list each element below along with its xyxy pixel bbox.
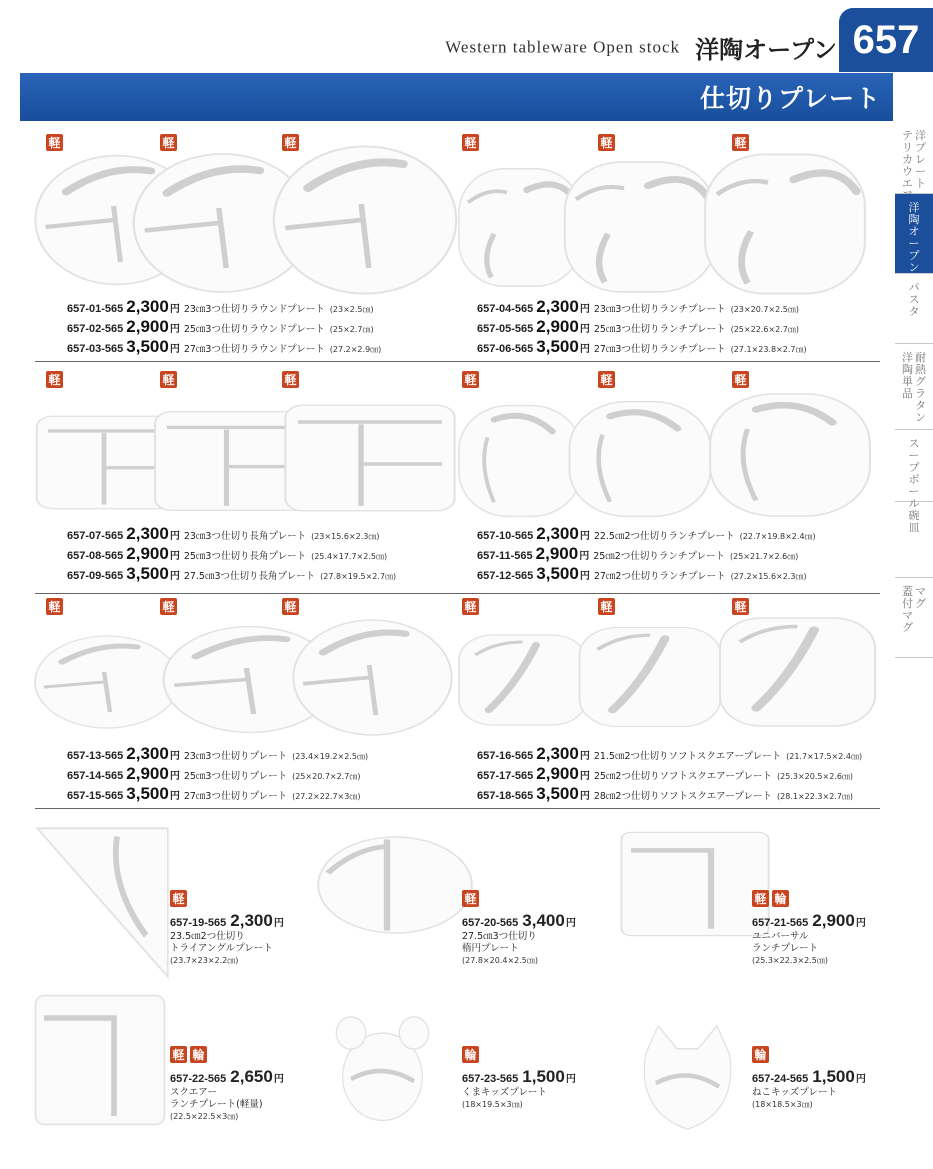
product-dimensions: (27.2×15.6×2.3㎝)	[730, 572, 807, 581]
product-code: 657-08-565	[67, 550, 124, 562]
plate-photo	[455, 630, 590, 730]
yen-sign: 円	[565, 1074, 576, 1085]
product-name: 21.5㎝2つ仕切りソフトスクエアープレート	[593, 751, 782, 762]
side-tab-label: 耐 熱 グ ラ タ ン	[915, 351, 926, 424]
product-name: くまキッズプレート	[462, 1087, 547, 1098]
price-row	[477, 564, 807, 584]
product-code: 657-22-565	[170, 1073, 227, 1085]
lightweight-badge: 軽	[282, 371, 299, 388]
product-dimensions: (23×15.6×2.3㎝)	[311, 532, 380, 541]
yen-sign: 円	[579, 751, 590, 762]
plate-photo	[280, 398, 460, 518]
plate-photo	[705, 390, 875, 520]
product-code: 657-10-565	[477, 530, 534, 542]
product-dimensions: (27.2×22.7×3㎝)	[292, 792, 361, 801]
lightweight-badge: 軽	[170, 1046, 187, 1063]
yen-sign: 円	[579, 304, 590, 315]
price-row	[477, 764, 853, 784]
price: 3,500	[126, 564, 169, 583]
price-row	[67, 317, 374, 337]
yen-sign: 円	[565, 918, 576, 929]
product-code: 657-05-565	[477, 323, 534, 335]
product-dimensions: (23.4×19.2×2.5㎝)	[292, 752, 369, 761]
side-tab-label: パ ス タ	[908, 281, 920, 318]
yen-sign: 円	[579, 531, 590, 542]
price: 2,300	[126, 524, 169, 543]
product-dimensions: (21.7×17.5×2.4㎝)	[786, 752, 863, 761]
price-row	[67, 784, 360, 804]
section-title: 仕切りプレート	[699, 84, 881, 113]
product-code: 657-12-565	[477, 570, 534, 582]
price-row	[67, 764, 360, 784]
product-name: ねこキッズプレート	[752, 1087, 837, 1098]
side-tab-label: テ リ カ ウ エ	[902, 129, 913, 190]
product-name: 23㎝3つ仕切り長角プレート	[183, 531, 307, 542]
plate-photo-universal	[615, 828, 775, 940]
ring-badge: 輪	[190, 1046, 207, 1063]
product-dimensions: (27.8×20.4×2.5㎝)	[462, 956, 538, 965]
yen-sign: 円	[273, 918, 284, 929]
price-row	[67, 524, 379, 544]
price-row	[477, 744, 862, 764]
plate-photo-cat	[635, 1020, 740, 1135]
product-name: 27㎝3つ仕切りラウンドプレート	[183, 344, 325, 355]
product-code: 657-19-565	[170, 917, 227, 929]
product-name: 25㎝2つ仕切りソフトスクエアープレート	[593, 771, 773, 782]
plate-photo-oval	[315, 825, 475, 945]
product-code: 657-21-565	[752, 917, 809, 929]
side-tab-3[interactable]	[895, 274, 933, 344]
yen-sign: 円	[579, 791, 590, 802]
product-name: 28㎝2つ仕切りソフトスクエアープレート	[593, 791, 773, 802]
side-tab-6[interactable]	[895, 502, 933, 578]
price: 2,300	[126, 744, 169, 763]
price: 3,500	[126, 337, 169, 356]
product-dimensions: (28.1×22.3×2.7㎝)	[777, 792, 854, 801]
product-dimensions: (27.1×23.8×2.7㎝)	[730, 345, 807, 354]
product-code: 657-04-565	[477, 303, 534, 315]
product-dimensions: (23×20.7×2.5㎝)	[730, 305, 799, 314]
lightweight-badge: 軽	[732, 371, 749, 388]
lightweight-badge: 軽	[160, 371, 177, 388]
side-tab-label: 洋 プ レ ー ト	[915, 129, 926, 190]
product-code: 657-02-565	[67, 323, 124, 335]
price: 2,900	[126, 764, 169, 783]
product-code: 657-17-565	[477, 770, 534, 782]
lightweight-badge: 軽	[160, 598, 177, 615]
price: 3,500	[536, 564, 579, 583]
product-name: 25㎝2つ仕切りランチプレート	[593, 551, 725, 562]
product-code: 657-23-565	[462, 1073, 519, 1085]
product-name: 22.5㎝2つ仕切りランチプレート	[593, 531, 735, 542]
lightweight-badge: 軽	[732, 134, 749, 151]
price-row	[67, 544, 387, 564]
price: 2,300	[536, 524, 579, 543]
lightweight-badge: 軽	[462, 371, 479, 388]
lightweight-badge: 軽	[46, 134, 63, 151]
side-tab-label: 洋 陶 単 品	[902, 351, 913, 400]
divider	[35, 593, 880, 594]
single-product	[462, 890, 576, 966]
price: 2,900	[812, 911, 855, 930]
plate-photo	[565, 398, 715, 520]
product-name: 27.5㎝3つ仕切り長角プレート	[183, 571, 316, 582]
price-row	[477, 297, 799, 317]
lightweight-badge: 軽	[598, 134, 615, 151]
lightweight-badge: 軽	[282, 598, 299, 615]
product-dimensions: (23.7×23×2.2㎝)	[170, 956, 239, 965]
price: 3,500	[536, 784, 579, 803]
divider	[35, 361, 880, 362]
price-row	[477, 317, 799, 337]
single-product	[752, 1046, 866, 1110]
yen-sign: 円	[169, 324, 180, 335]
section-title-band	[20, 73, 893, 121]
product-code: 657-06-565	[477, 343, 534, 355]
product-code: 657-14-565	[67, 770, 124, 782]
price: 2,300	[126, 297, 169, 316]
single-product	[462, 1046, 576, 1110]
yen-sign: 円	[855, 918, 866, 929]
product-name: 23㎝3つ仕切りプレート	[183, 751, 288, 762]
product-code: 657-03-565	[67, 343, 124, 355]
yen-sign: 円	[169, 751, 180, 762]
lightweight-badge: 軽	[462, 598, 479, 615]
product-name: 25㎝3つ仕切りランチプレート	[593, 324, 726, 335]
product-name: トライアングルプレート	[170, 943, 273, 954]
product-name: 楕円プレート	[462, 943, 519, 954]
plate-photo	[560, 158, 720, 296]
page-number: 657	[839, 8, 933, 72]
product-name: 27㎝3つ仕切りランチプレート	[593, 344, 726, 355]
product-code: 657-16-565	[477, 750, 534, 762]
lightweight-badge: 軽	[282, 134, 299, 151]
yen-sign: 円	[169, 571, 180, 582]
yen-sign: 円	[855, 1074, 866, 1085]
product-name: 27.5㎝3つ仕切り	[462, 931, 537, 942]
product-dimensions: (23×2.5㎝)	[329, 305, 374, 314]
plate-photo	[270, 140, 460, 300]
price: 2,900	[536, 764, 579, 783]
product-dimensions: (25×20.7×2.7㎝)	[292, 772, 361, 781]
product-name: 25㎝3つ仕切り長角プレート	[183, 551, 307, 562]
lightweight-badge: 軽	[46, 598, 63, 615]
price: 2,900	[126, 317, 169, 336]
lightweight-badge: 軽	[160, 134, 177, 151]
price: 2,300	[536, 297, 579, 316]
product-dimensions: (25.3×22.3×2.5㎝)	[752, 956, 828, 965]
ring-badge: 輪	[752, 1046, 769, 1063]
product-dimensions: (22.5×22.5×3㎝)	[170, 1112, 239, 1121]
side-tab-2[interactable]	[895, 194, 933, 274]
price: 2,900	[126, 544, 169, 563]
yen-sign: 円	[169, 531, 180, 542]
price: 1,500	[812, 1067, 855, 1086]
side-tab-5[interactable]	[895, 430, 933, 510]
side-tab-4[interactable]	[895, 344, 933, 430]
plate-photo	[715, 612, 880, 732]
product-name: スクエアー	[170, 1087, 218, 1098]
lightweight-badge: 軽	[732, 598, 749, 615]
yen-sign: 円	[579, 344, 590, 355]
product-code: 657-07-565	[67, 530, 124, 542]
product-dimensions: (27.2×2.9㎝)	[329, 345, 382, 354]
price-row	[477, 524, 816, 544]
lightweight-badge: 軽	[462, 890, 479, 907]
price: 2,650	[230, 1067, 273, 1086]
ring-badge: 輪	[462, 1046, 479, 1063]
price-row	[67, 564, 396, 584]
divider	[35, 808, 880, 809]
header-japanese: 洋陶オープン	[695, 35, 837, 64]
single-product	[170, 1046, 284, 1122]
yen-sign: 円	[169, 771, 180, 782]
product-dimensions: (18×18.5×3㎝)	[752, 1100, 813, 1109]
product-name: 25㎝3つ仕切りラウンドプレート	[183, 324, 325, 335]
product-name: ランチプレート	[752, 943, 819, 954]
price-row	[67, 744, 368, 764]
price: 3,500	[126, 784, 169, 803]
product-name: ユニバーサル	[752, 931, 809, 942]
product-code: 657-11-565	[477, 550, 533, 562]
product-code: 657-09-565	[67, 570, 124, 582]
product-code: 657-20-565	[462, 917, 519, 929]
product-dimensions: (18×19.5×3㎝)	[462, 1100, 523, 1109]
lightweight-badge: 軽	[170, 890, 187, 907]
product-code: 657-01-565	[67, 303, 124, 315]
product-dimensions: (25.4×17.7×2.5㎝)	[311, 552, 388, 561]
plate-photo	[700, 150, 870, 298]
product-code: 657-24-565	[752, 1073, 809, 1085]
lightweight-badge: 軽	[752, 890, 769, 907]
product-dimensions: (25×2.7㎝)	[329, 325, 374, 334]
product-code: 657-13-565	[67, 750, 124, 762]
header-english: Western tableware Open stock	[445, 37, 681, 57]
lightweight-badge: 軽	[462, 134, 479, 151]
product-name: 27㎝3つ仕切りプレート	[183, 791, 288, 802]
plate-photo	[290, 615, 455, 740]
yen-sign: 円	[579, 771, 590, 782]
product-dimensions: (25.3×20.5×2.6㎝)	[777, 772, 854, 781]
side-tab-label: 碗 皿	[908, 509, 920, 534]
product-code: 657-18-565	[477, 790, 534, 802]
price: 1,500	[522, 1067, 565, 1086]
product-code: 657-15-565	[67, 790, 124, 802]
side-tab-label: ス ー プ ボ ー ル	[908, 437, 920, 510]
single-product	[170, 890, 284, 966]
yen-sign: 円	[579, 324, 590, 335]
plate-photo	[575, 622, 725, 732]
price-row	[67, 337, 381, 357]
product-name: 23㎝3つ仕切りランチプレート	[593, 304, 726, 315]
price-row	[67, 297, 374, 317]
product-name: 27㎝2つ仕切りランチプレート	[593, 571, 726, 582]
side-tab-label: 蓋 付 マ グ	[902, 585, 913, 634]
price: 2,900	[536, 317, 579, 336]
product-dimensions: (27.8×19.5×2.7㎝)	[320, 572, 397, 581]
yen-sign: 円	[169, 551, 180, 562]
price-row	[477, 784, 853, 804]
plate-photo-bear	[330, 1010, 435, 1125]
single-product	[752, 890, 866, 966]
price-row	[477, 544, 798, 564]
product-dimensions: (25×22.6×2.7㎝)	[730, 325, 799, 334]
price-row	[477, 337, 807, 357]
side-tab-7[interactable]	[895, 578, 933, 658]
product-name: 23㎝3つ仕切りラウンドプレート	[183, 304, 325, 315]
price: 2,900	[535, 544, 579, 563]
lightweight-badge: 軽	[598, 598, 615, 615]
price: 3,500	[536, 337, 579, 356]
price: 2,300	[536, 744, 579, 763]
product-name: ランチプレート(軽量)	[170, 1099, 263, 1110]
yen-sign: 円	[169, 791, 180, 802]
plate-photo-square	[30, 990, 170, 1130]
yen-sign: 円	[169, 304, 180, 315]
product-dimensions: (25×21.7×2.6㎝)	[729, 552, 799, 561]
lightweight-badge: 軽	[598, 371, 615, 388]
side-tab-1[interactable]	[895, 122, 933, 194]
lightweight-badge: 軽	[46, 371, 63, 388]
yen-sign: 円	[273, 1074, 284, 1085]
price: 3,400	[522, 911, 565, 930]
product-name: 23.5㎝2つ仕切り	[170, 931, 245, 942]
yen-sign: 円	[579, 571, 590, 582]
plate-photo-triangle	[30, 820, 175, 985]
page-header	[20, 30, 837, 65]
yen-sign: 円	[169, 344, 180, 355]
ring-badge: 輪	[772, 890, 789, 907]
product-dimensions: (22.7×19.8×2.4㎝)	[739, 532, 816, 541]
price: 2,300	[230, 911, 273, 930]
yen-sign: 円	[579, 551, 590, 562]
side-tab-label: 洋 陶 オ ー プ ン	[908, 201, 920, 274]
product-name: 25㎝3つ仕切りプレート	[183, 771, 288, 782]
side-tab-label: マ グ	[915, 585, 926, 610]
